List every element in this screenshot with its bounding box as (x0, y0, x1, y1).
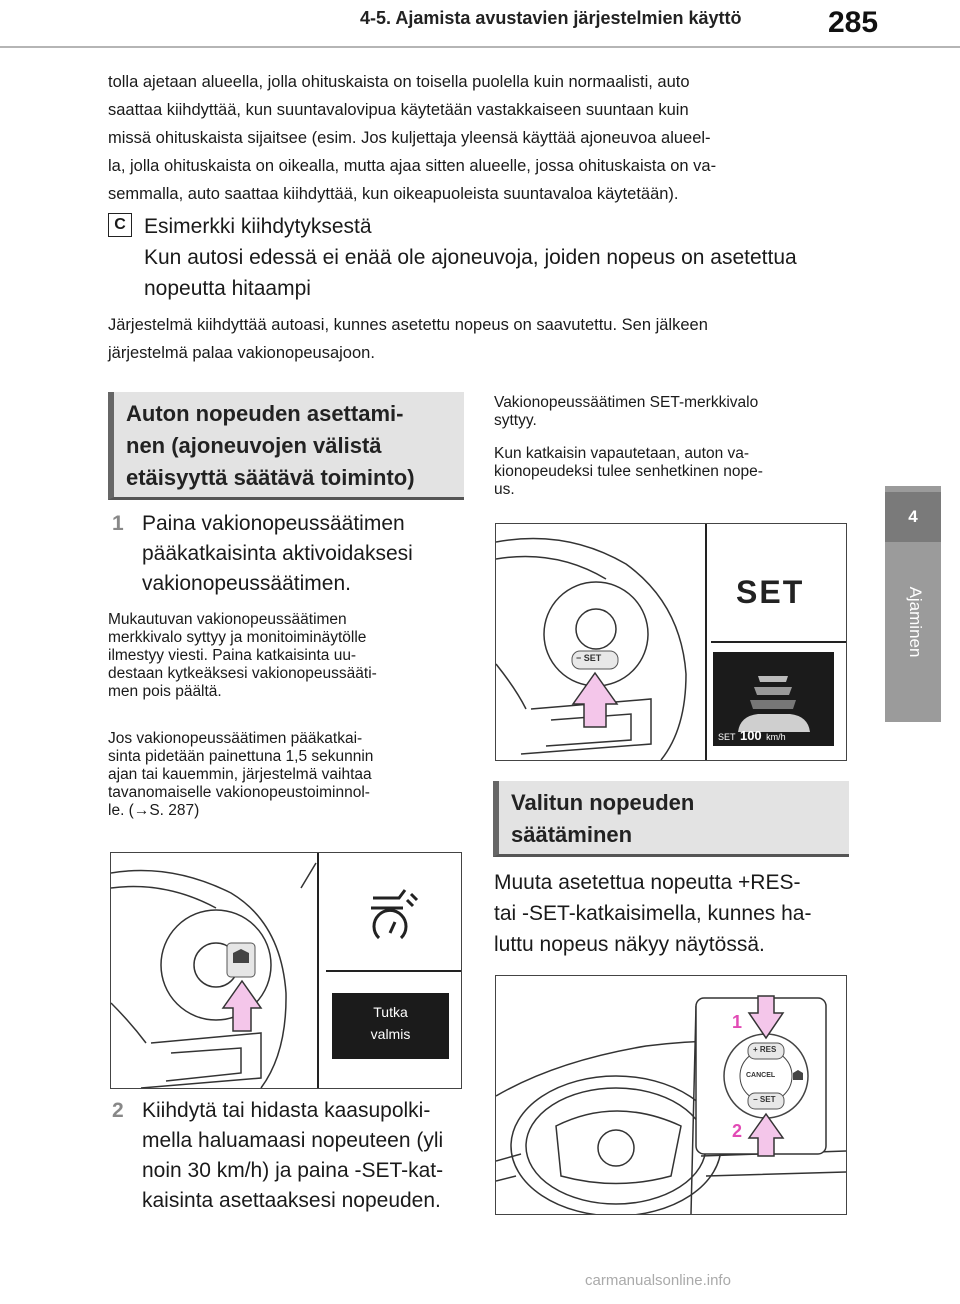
section-title: 4-5. Ajamista avustavien järjestelmien käyttö (360, 8, 742, 28)
note-line: kionopeudeksi tulee senhetkinen nope- (494, 463, 763, 480)
figure-set-drawing (496, 524, 846, 760)
step-text: Paina vakionopeussäätimen (142, 512, 405, 535)
figure-steering-radar (110, 852, 462, 1089)
chapter-name-wrap (900, 552, 926, 712)
intro-line: la, jolla ohituskaista on oikealla, mutta ajaa sitten alueelle, jossa ohituskaista on va- (108, 157, 717, 175)
callout-1: 1 (732, 1012, 743, 1032)
note-line: Mukautuvan vakionopeussäätimen (108, 611, 347, 628)
watermark: carmanualsonline.info (585, 1272, 731, 1289)
step-text: kaisinta asettaaksesi nopeuden. (142, 1189, 441, 1212)
note-line: le. (→S. 287) (108, 802, 200, 819)
body-line: tai -SET-katkaisimella, kunnes ha- (494, 902, 812, 925)
radar-line: Tutka (373, 1004, 408, 1020)
note-line: Vakionopeussäätimen SET-merkkivalo (494, 394, 759, 411)
example-note: järjestelmä palaa vakionopeusajoon. (108, 344, 375, 362)
section-heading: etäisyyttä säätävä toiminto) (126, 465, 415, 490)
section-heading: Auton nopeuden asettami- (126, 401, 404, 426)
note-line: ilmestyy viesti. Paina katkaisinta uu- (108, 647, 357, 664)
example-line: nopeutta hitaampi (144, 277, 311, 300)
intro-line: saattaa kiihdyttää, kun suuntavalovipua käytetään vastakkaiseen suuntaan kuin (108, 101, 689, 119)
step-text: vakionopeussäätimen. (142, 572, 351, 595)
res-button-label: + RES (753, 1045, 777, 1054)
step-text: noin 30 km/h) ja paina -SET-kat- (142, 1159, 444, 1182)
step-number: 2 (112, 1099, 124, 1122)
note-line: men pois päältä. (108, 683, 222, 700)
body-line: luttu nopeus näkyy näytössä. (494, 933, 765, 956)
note-line: sinta pidetään painettuna 1,5 sekunnin (108, 748, 374, 765)
intro-line: tolla ajetaan alueella, jolla ohituskaista on toisella puolella kuin normaalisti, auto (108, 73, 690, 91)
set-small: SET (718, 732, 736, 742)
note-line: tavanomaiselle vakionopeustoiminnol- (108, 784, 370, 801)
figure-steering-radar-drawing (111, 853, 461, 1088)
example-title: Esimerkki kiihdytyksestä (144, 215, 372, 238)
note-line: Jos vakionopeussäätimen pääkatkai- (108, 730, 363, 747)
callout-2: 2 (732, 1121, 743, 1141)
radar-line: valmis (370, 1026, 411, 1042)
note-line: merkkivalo syttyy ja monitoiminäytölle (108, 629, 367, 646)
body-line: Muuta asetettua nopeutta +RES- (494, 871, 801, 894)
chapter-name: Ajaminen (906, 586, 925, 658)
intro-line: missä ohituskaista sijaitsee (esim. Jos kuljettaja yleensä käyttää ajoneuvoa alueel- (108, 129, 711, 147)
section-heading: Valitun nopeuden (511, 790, 695, 815)
set-unit: km/h (766, 732, 786, 742)
cancel-button-label: CANCEL (746, 1072, 776, 1079)
set-speed: 100 (739, 728, 762, 743)
figure-res-set-switches (495, 975, 847, 1215)
set-button-label: − SET (753, 1095, 776, 1104)
chapter-number: 4 (885, 492, 941, 542)
note-line: destaan kytkeäksesi vakionopeussääti- (108, 665, 377, 682)
note-line: us. (494, 481, 515, 498)
header-divider (0, 46, 960, 48)
example-note: Järjestelmä kiihdyttää autoasi, kunnes asetettu nopeus on saavutettu. Sen jälkeen (108, 316, 708, 334)
step-text: mella haluamaasi nopeuteen (yli (142, 1129, 444, 1152)
figure-wheel-drawing (496, 976, 846, 1214)
radar-ready-text (332, 1001, 449, 1045)
step-number: 1 (112, 512, 124, 535)
page-number: 285 (828, 6, 879, 39)
set-button-label: − SET (576, 653, 602, 663)
set-speed-readout (718, 729, 786, 744)
set-indicator-large: SET (736, 574, 805, 610)
example-line: Kun autosi edessä ei enää ole ajoneuvoja, joiden nopeus on asetettua (144, 246, 797, 269)
note-line: Kun katkaisin vapautetaan, auton va- (494, 445, 750, 462)
note-line: syttyy. (494, 412, 537, 429)
figure-set-switch (495, 523, 847, 761)
section-heading: säätäminen (511, 822, 633, 847)
step-text: Kiihdytä tai hidasta kaasupolki- (142, 1099, 431, 1122)
note-line: ajan tai kauemmin, järjestelmä vaihtaa (108, 766, 372, 783)
step-text: pääkatkaisinta aktivoidaksesi (142, 542, 413, 565)
section-heading: nen (ajoneuvojen välistä (126, 433, 382, 458)
intro-line: semmalla, auto saattaa kiihdyttää, kun oikeapuoleista suuntavaloa käytetään). (108, 185, 679, 203)
example-marker: C (108, 213, 132, 237)
